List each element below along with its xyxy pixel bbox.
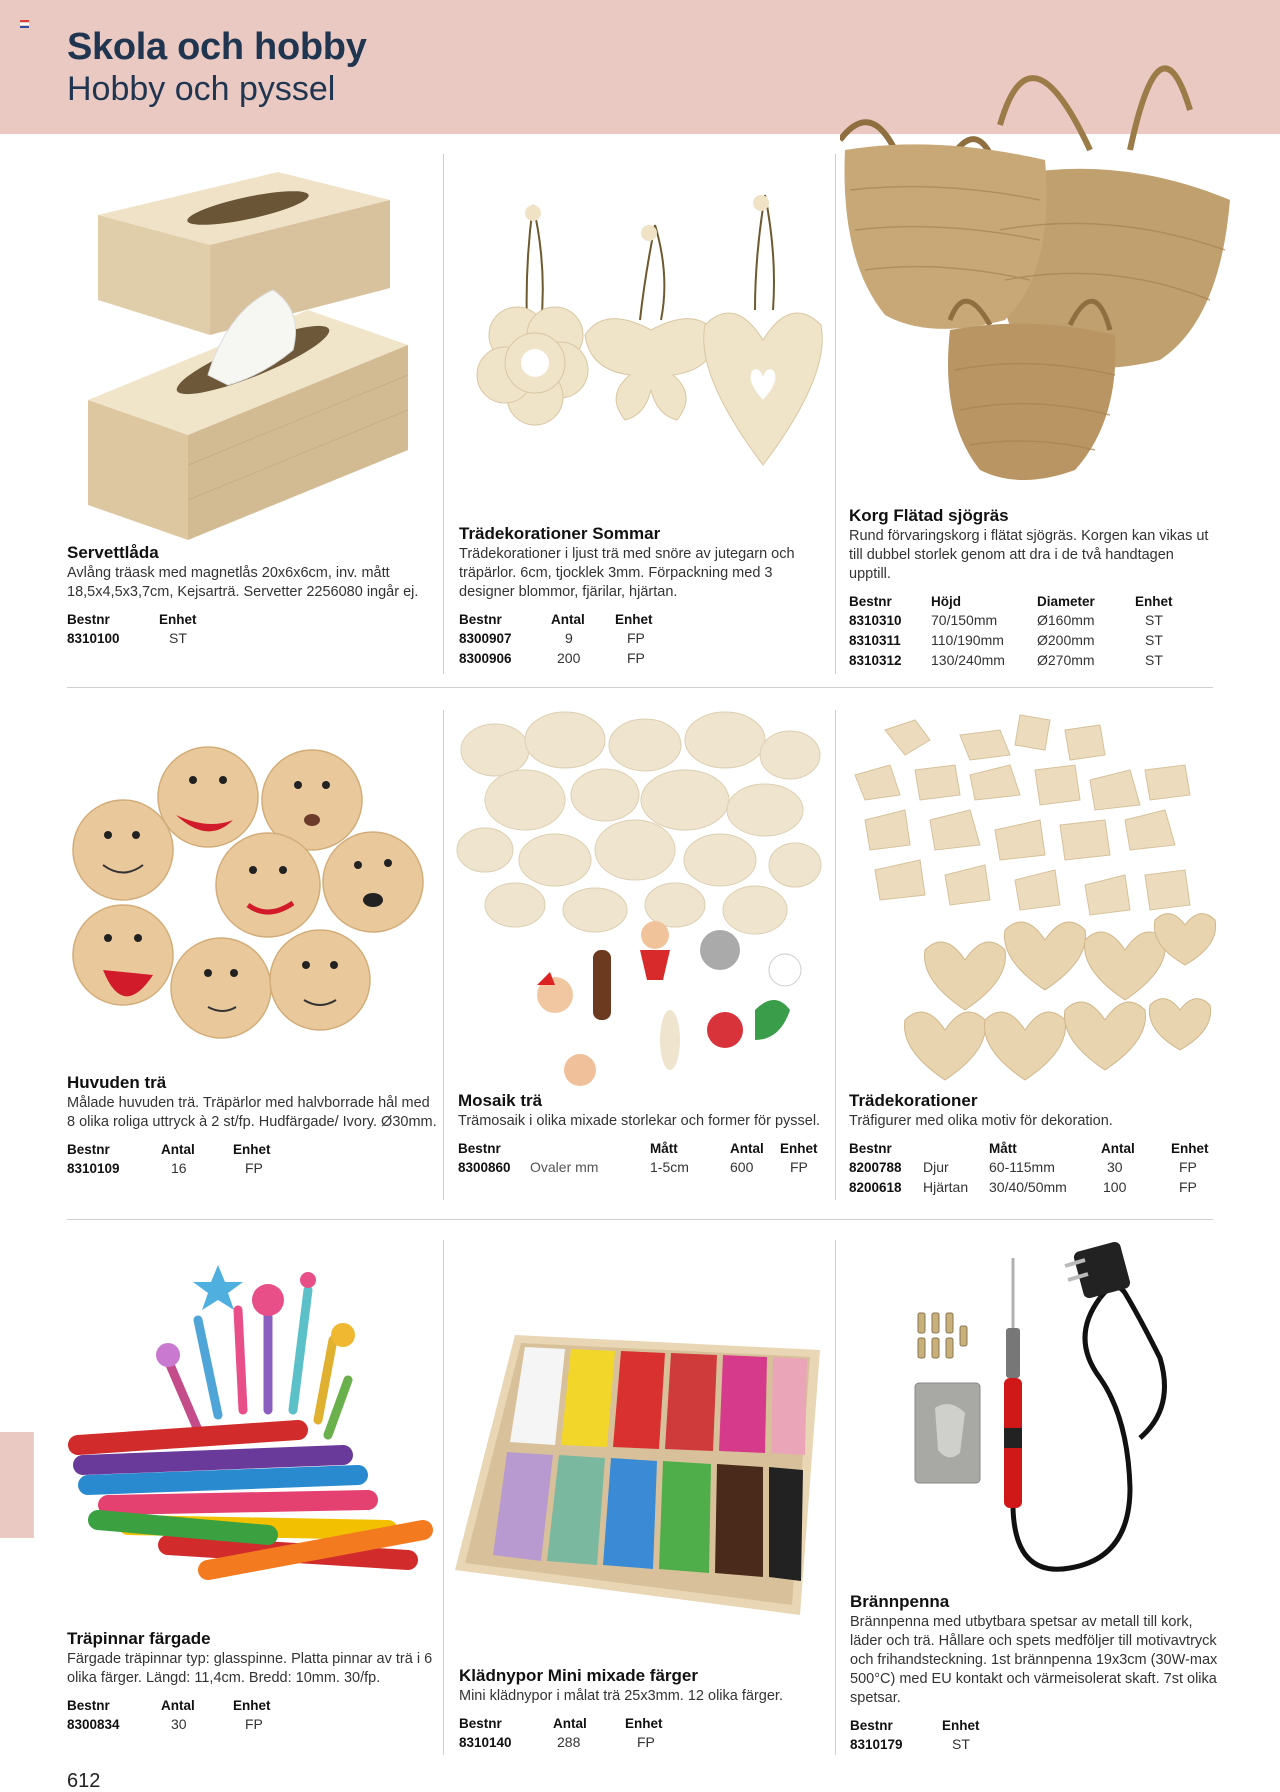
unit-cell: FP (1179, 1179, 1197, 1195)
article-number: 8300834 (67, 1717, 120, 1732)
row-divider (67, 1219, 1213, 1220)
article-number: 8310140 (459, 1735, 512, 1750)
col-header: Enhet (942, 1718, 980, 1733)
spec-table (849, 1141, 1209, 1198)
unit-cell: FP (790, 1159, 808, 1175)
col-header: Diameter (1037, 594, 1095, 609)
spec-table (67, 1142, 271, 1179)
product-name: Mosaik trä (458, 1091, 543, 1110)
product-name: Träpinnar färgade (67, 1629, 211, 1648)
quantity-cell: 30 (171, 1716, 187, 1732)
wooden-heads-image (68, 745, 438, 1045)
unit-cell: FP (1179, 1159, 1197, 1175)
article-number: 8310311 (849, 633, 901, 648)
product-name: Huvuden trä (67, 1073, 167, 1092)
product-name: Brännpenna (850, 1592, 950, 1611)
row-divider (67, 687, 1213, 688)
product-description: Trämosaik i olika mixade storlekar och former för pyssel. (458, 1113, 821, 1129)
size-cell: 1-5cm (650, 1159, 689, 1175)
col-header: Höjd (931, 594, 961, 609)
spec-table (849, 594, 1173, 671)
column-divider (835, 1240, 836, 1755)
col-header: Enhet (1135, 594, 1173, 609)
col-header: Antal (551, 612, 585, 627)
col-header: Bestnr (458, 1141, 501, 1156)
unit-cell: ST (952, 1736, 970, 1752)
height-cell: 130/240mm (931, 652, 1005, 668)
table-row (459, 1733, 663, 1753)
product-description: Trädekorationer i ljust trä med snöre av jutegarn och träpärlor. 6cm, tjocklek 3mm. Förpackning med 3 designer blommor, fjärilar, hjärtan. (459, 546, 795, 600)
col-header: Enhet (233, 1698, 271, 1713)
table-row (67, 1715, 271, 1735)
col-header: Enhet (780, 1141, 818, 1156)
col-header: Antal (161, 1698, 195, 1713)
spec-table (459, 612, 653, 669)
product-name: Servettlåda (67, 543, 159, 562)
table-row (67, 629, 197, 649)
clothespins-box-image (455, 1325, 820, 1615)
product-mosaik-tra (458, 1091, 828, 1178)
column-divider (443, 710, 444, 1200)
table-row (849, 651, 1173, 671)
unit-cell: FP (627, 650, 645, 666)
article-number: 8310100 (67, 631, 120, 646)
flag-icon (20, 20, 29, 27)
unit-cell: ST (1145, 632, 1163, 648)
col-header: Antal (1101, 1141, 1135, 1156)
variant-cell: Djur (923, 1159, 949, 1175)
diameter-cell: Ø270mm (1037, 652, 1095, 668)
table-row (849, 1158, 1209, 1178)
diameter-cell: Ø200mm (1037, 632, 1095, 648)
column-divider (835, 710, 836, 1200)
page-number: 612 (67, 1770, 101, 1792)
col-header: Enhet (615, 612, 653, 627)
variant-cell: Ovaler mm (530, 1159, 599, 1175)
colored-sticks-image (68, 1260, 438, 1605)
spec-table (458, 1141, 818, 1178)
col-header: Bestnr (459, 1716, 502, 1731)
unit-cell: FP (245, 1716, 263, 1732)
unit-cell: FP (627, 630, 645, 646)
product-name: Trädekorationer Sommar (459, 524, 661, 543)
product-huvuden-tra (67, 1073, 437, 1179)
col-header: Bestnr (459, 612, 502, 627)
spec-table (67, 1698, 271, 1735)
article-number: 8310109 (67, 1161, 120, 1176)
spec-table (67, 612, 197, 649)
product-brannpenna (850, 1592, 1220, 1755)
quantity-cell: 100 (1103, 1179, 1127, 1195)
col-header: Bestnr (849, 594, 892, 609)
product-servettlada (67, 543, 437, 649)
article-number: 8310312 (849, 653, 902, 668)
column-divider (835, 154, 836, 674)
table-row (850, 1735, 980, 1755)
size-cell: 60-115mm (989, 1159, 1055, 1175)
product-name: Korg Flätad sjögräs (849, 506, 1009, 525)
diameter-cell: Ø160mm (1037, 612, 1095, 628)
col-header: Antal (161, 1142, 195, 1157)
col-header: Bestnr (849, 1141, 892, 1156)
wood-figures-image (845, 710, 1230, 1100)
col-header: Mått (989, 1141, 1017, 1156)
table-row (459, 649, 653, 669)
col-header: Enhet (233, 1142, 271, 1157)
table-row (67, 1159, 271, 1179)
section-subtitle: Hobby och pyssel (67, 70, 336, 108)
col-header: Bestnr (850, 1718, 893, 1733)
col-header: Antal (730, 1141, 764, 1156)
col-header: Bestnr (67, 1698, 110, 1713)
col-header: Enhet (159, 612, 197, 627)
quantity-cell: 30 (1107, 1159, 1123, 1175)
quantity-cell: 9 (565, 630, 573, 646)
column-divider (443, 154, 444, 674)
product-tradekorationer-sommar (459, 524, 829, 669)
wood-ornaments-image (455, 185, 825, 475)
article-number: 8300906 (459, 651, 512, 666)
col-header: Mått (650, 1141, 678, 1156)
product-description: Färgade träpinnar typ: glasspinne. Platta pinnar av trä i 6 olika färger. Längd: 11,4cm. Bredd: 10mm. 30/fp. (67, 1651, 433, 1686)
product-kladnypor-mini (459, 1666, 829, 1753)
unit-cell: ST (1145, 612, 1163, 628)
article-number: 8300907 (459, 631, 512, 646)
article-number: 8200618 (849, 1180, 902, 1195)
unit-cell: ST (1145, 652, 1163, 668)
product-trapinnar-fargade (67, 1629, 437, 1735)
article-number: 8310179 (850, 1737, 903, 1752)
spec-table (459, 1716, 663, 1753)
section-title: Skola och hobby (67, 26, 367, 68)
variant-cell: Hjärtan (923, 1179, 969, 1195)
product-name: Klädnypor Mini mixade färger (459, 1666, 698, 1685)
size-cell: 30/40/50mm (989, 1179, 1067, 1195)
table-row (459, 629, 653, 649)
table-row (458, 1158, 818, 1178)
col-header: Bestnr (67, 612, 110, 627)
col-header: Enhet (1171, 1141, 1209, 1156)
product-description: Avlång träask med magnetlås 20x6x6cm, inv. mått 18,5x4,5x3,7cm, Kejsarträ. Servetter 2256080 ingår ej. (67, 565, 419, 600)
col-header: Bestnr (67, 1142, 110, 1157)
product-name: Trädekorationer (849, 1091, 978, 1110)
tissue-box-image (78, 160, 428, 545)
quantity-cell: 288 (557, 1734, 581, 1750)
product-description: Rund förvaringskorg i flätat sjögräs. Korgen kan vikas ut till dubbel storlek genom att dra i de två handtagen upptill. (849, 528, 1209, 582)
article-number: 8200788 (849, 1160, 902, 1175)
product-description: Träfigurer med olika motiv för dekoration. (849, 1113, 1113, 1129)
product-description: Brännpenna med utbytbara spetsar av metall till kork, läder och trä. Hållare och spets medföljer till motivavtryck och frihandsteckning. 1st brännpenna 19x3cm (30W-max 500°C) med EU kontakt och värmeisolerat skaft. 7st olika spetsar. (850, 1614, 1218, 1706)
product-description: Målade huvuden trä. Träpärlor med halvborrade hål med 8 olika roliga uttryck à 2 st/fp. Hudfärgade/ Ivory. Ø30mm. (67, 1095, 437, 1130)
side-tab-marker (0, 1432, 34, 1538)
unit-cell: FP (245, 1160, 263, 1176)
unit-cell: FP (637, 1734, 655, 1750)
article-number: 8310310 (849, 613, 902, 628)
wood-mosaic-image (455, 710, 825, 1095)
product-korg-flatad-sjograss (849, 506, 1219, 671)
quantity-cell: 600 (730, 1159, 754, 1175)
table-row (849, 1178, 1209, 1198)
unit-cell: ST (169, 630, 187, 646)
height-cell: 110/190mm (931, 632, 1004, 648)
product-description: Mini klädnypor i målat trä 25x3mm. 12 olika färger. (459, 1688, 783, 1704)
spec-table (850, 1718, 980, 1755)
col-header: Enhet (625, 1716, 663, 1731)
col-header (530, 1141, 650, 1158)
seagrass-baskets-image (840, 30, 1235, 500)
woodburning-pen-image (900, 1238, 1190, 1608)
quantity-cell: 16 (171, 1160, 187, 1176)
table-row (849, 611, 1173, 631)
col-header (923, 1141, 989, 1158)
quantity-cell: 200 (557, 650, 581, 666)
product-tradekorationer (849, 1091, 1219, 1198)
col-header: Antal (553, 1716, 587, 1731)
height-cell: 70/150mm (931, 612, 998, 628)
column-divider (443, 1240, 444, 1755)
table-row (849, 631, 1173, 651)
article-number: 8300860 (458, 1160, 511, 1175)
